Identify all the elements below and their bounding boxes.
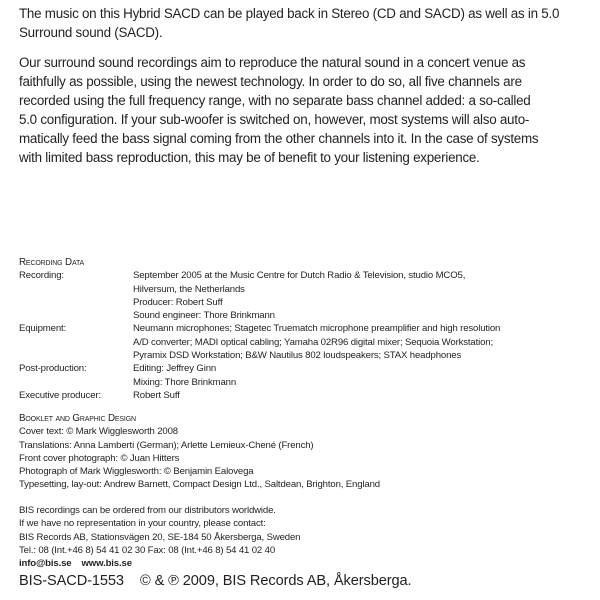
text-line: matically feed the bass signal coming from the other channels into it. In the case of systems: [19, 131, 539, 146]
text-line: Producer: Robert Suff: [133, 296, 223, 308]
text-line: Tel.: 08 (Int.+46 8) 54 41 02 30 Fax: 08 (Int.+46 8) 54 41 02 40: [19, 544, 276, 556]
text-line: BIS Records AB, Stationsvägen 20, SE-184 50 Åkersberga, Sweden: [19, 531, 301, 543]
website-link[interactable]: www.bis.se: [81, 558, 132, 570]
recording-data-section: [19, 256, 500, 402]
text-line: Sound engineer: Thore Brinkmann: [133, 310, 275, 322]
section-heading: Recording Data: [19, 257, 85, 268]
contact-section: [19, 504, 300, 570]
row-label: Equipment:: [19, 323, 67, 335]
text-line: Our surround sound recordings aim to reproduce the natural sound in a concert venue as: [19, 55, 526, 70]
text-line: Translations: Anna Lamberti (German); Arlette Lemieux-Chené (French): [19, 439, 314, 451]
text-line: BIS recordings can be ordered from our distributors worldwide.: [19, 505, 276, 516]
catalog-number: BIS-SACD-1553: [19, 573, 124, 589]
intro-paragraph-1: [19, 4, 559, 42]
text-line: Typesetting, lay-out: Andrew Barnett, Compact Design Ltd., Saltdean, Brighton, England: [19, 479, 380, 491]
row-label: Executive producer:: [19, 389, 101, 401]
text-line: Surround sound (SACD).: [19, 25, 163, 40]
text-line: A/D converter; MADI optical cabling; Yamaha 02R96 digital mixer; Sequoia Workstation;: [133, 336, 493, 348]
row-label: Post-production:: [19, 363, 87, 375]
text-line: Hilversum, the Netherlands: [133, 283, 245, 295]
text-line: Robert Suff: [133, 389, 180, 401]
footer: [19, 573, 411, 589]
text-line: If we have no representation in your country, please contact:: [19, 518, 266, 530]
text-line: 5.0 configuration. If your sub-woofer is switched on, however, most systems will also auto-: [19, 112, 530, 127]
email-link[interactable]: info@bis.se: [19, 558, 72, 570]
text-line: faithfully as possible, using the newest technology. In order to do so, all five channels are: [19, 74, 522, 89]
text-line: September 2005 at the Music Centre for Dutch Radio & Television, studio MCO5,: [133, 270, 466, 282]
row-value: [133, 389, 180, 402]
booklet-section: [19, 412, 380, 492]
row-label: Recording:: [19, 270, 64, 282]
text-line: with limited bass reproduction, this may be of benefit to your listening experience.: [19, 150, 480, 165]
text-line: Mixing: Thore Brinkmann: [133, 376, 237, 388]
row-value: [133, 362, 236, 389]
row-value: [133, 269, 465, 322]
text-line: Pyramix DSD Workstation; B&W Nautilus 802 loudspeakers; STAX headphones: [133, 350, 462, 362]
equipment-row: [19, 322, 500, 362]
recording-row: [19, 269, 500, 322]
text-line: The music on this Hybrid SACD can be played back in Stereo (CD and SACD) as well as in 5.0: [19, 6, 560, 21]
row-value: [133, 322, 500, 362]
post-production-row: [19, 362, 500, 389]
section-heading: Booklet and Graphic Design: [19, 413, 136, 424]
text-line: Front cover photograph: © Juan Hitters: [19, 452, 180, 464]
text-line: recorded using the full frequency range, with no separate bass channel added: a so-called: [19, 93, 531, 108]
executive-producer-row: [19, 389, 500, 402]
text-line: Neumann microphones; Stagetec Truematch microphone preamplifier and high resolution: [133, 323, 501, 335]
copyright-notice: © & ℗ 2009, BIS Records AB, Åkersberga.: [139, 573, 412, 589]
text-line: Photograph of Mark Wigglesworth: © Benjamin Ealovega: [19, 466, 254, 478]
text-line: Cover text: © Mark Wigglesworth 2008: [19, 426, 178, 438]
intro-paragraph-2: [19, 53, 538, 167]
text-line: Editing: Jeffrey Ginn: [133, 363, 217, 375]
